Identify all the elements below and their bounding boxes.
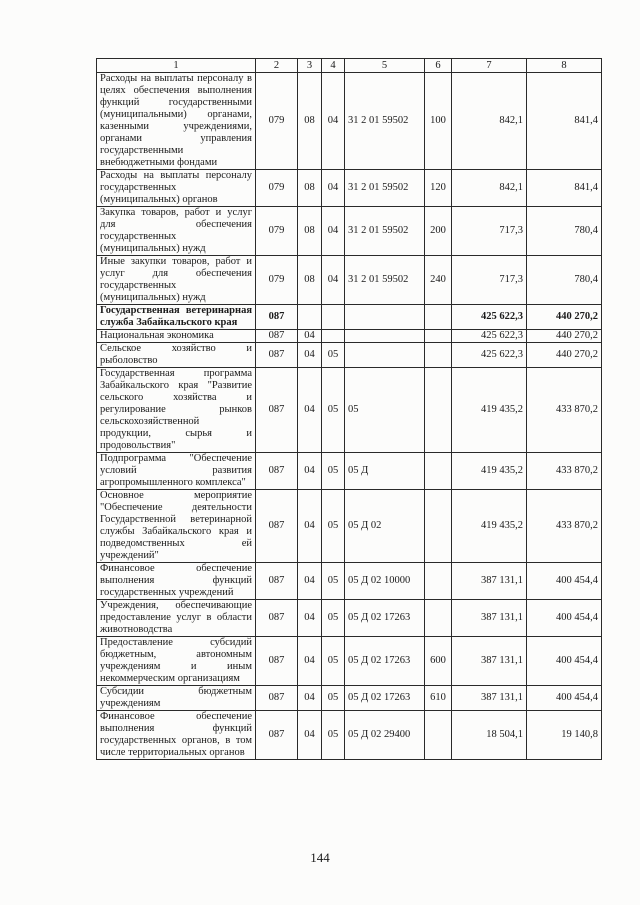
- expense-type-code: 600: [425, 637, 452, 686]
- amount-year-1: 425 622,3: [452, 330, 527, 343]
- admin-code: 087: [256, 343, 298, 368]
- subsection-code: 05: [322, 368, 345, 453]
- amount-year-2: 433 870,2: [527, 368, 602, 453]
- subsection-code: 05: [322, 563, 345, 600]
- amount-year-1: 717,3: [452, 207, 527, 256]
- target-article-code: 05 Д 02 10000: [345, 563, 425, 600]
- row-name: Сельское хозяйство и рыболовство: [97, 343, 256, 368]
- admin-code: 079: [256, 207, 298, 256]
- target-article-code: 05 Д 02 17263: [345, 600, 425, 637]
- subsection-code: 04: [322, 170, 345, 207]
- row-name: Предоставление субсидий бюджетным, автономным учреждениям и иным некоммерческим организациям: [97, 637, 256, 686]
- row-name: Национальная экономика: [97, 330, 256, 343]
- amount-year-2: 400 454,4: [527, 563, 602, 600]
- admin-code: 087: [256, 490, 298, 563]
- amount-year-1: 717,3: [452, 256, 527, 305]
- admin-code: 079: [256, 170, 298, 207]
- amount-year-2: 400 454,4: [527, 686, 602, 711]
- section-code: [298, 305, 322, 330]
- amount-year-2: 780,4: [527, 207, 602, 256]
- section-code: 08: [298, 207, 322, 256]
- amount-year-2: 440 270,2: [527, 343, 602, 368]
- section-code: 08: [298, 73, 322, 170]
- table-row: [97, 637, 602, 686]
- admin-code: 087: [256, 563, 298, 600]
- target-article-code: 31 2 01 59502: [345, 207, 425, 256]
- header-cell: 3: [298, 59, 322, 73]
- subsection-code: 04: [322, 207, 345, 256]
- amount-year-1: 419 435,2: [452, 490, 527, 563]
- expense-type-code: 120: [425, 170, 452, 207]
- amount-year-1: 387 131,1: [452, 637, 527, 686]
- row-name: Основное мероприятие "Обеспечение деятельности Государственной ветеринарной службы Забайкальского края и подведомственных ей учреждений": [97, 490, 256, 563]
- section-code: 04: [298, 711, 322, 760]
- header-cell: 7: [452, 59, 527, 73]
- amount-year-2: 841,4: [527, 170, 602, 207]
- subsection-code: [322, 305, 345, 330]
- admin-code: 087: [256, 711, 298, 760]
- amount-year-1: 387 131,1: [452, 600, 527, 637]
- section-code: 08: [298, 170, 322, 207]
- header-cell: 2: [256, 59, 298, 73]
- amount-year-2: 400 454,4: [527, 637, 602, 686]
- target-article-code: 05 Д: [345, 453, 425, 490]
- admin-code: 087: [256, 368, 298, 453]
- row-name: Государственная программа Забайкальского края "Развитие сельского хозяйства и регулирование рынков сельскохозяйственной продукции, сырья и продовольствия": [97, 368, 256, 453]
- row-name: Расходы на выплаты персоналу государственных (муниципальных) органов: [97, 170, 256, 207]
- subsection-code: 05: [322, 343, 345, 368]
- section-code: 04: [298, 453, 322, 490]
- target-article-code: 31 2 01 59502: [345, 73, 425, 170]
- table-row: [97, 170, 602, 207]
- admin-code: 087: [256, 305, 298, 330]
- expense-type-code: 100: [425, 73, 452, 170]
- expense-type-code: 610: [425, 686, 452, 711]
- table-row: [97, 453, 602, 490]
- header-cell: 5: [345, 59, 425, 73]
- amount-year-2: 440 270,2: [527, 330, 602, 343]
- page-number: 144: [310, 850, 330, 865]
- target-article-code: [345, 343, 425, 368]
- amount-year-1: 425 622,3: [452, 305, 527, 330]
- row-name: Государственная ветеринарная служба Забайкальского края: [97, 305, 256, 330]
- subsection-code: [322, 330, 345, 343]
- table-row: [97, 490, 602, 563]
- row-name: Финансовое обеспечение выполнения функций государственных учреждений: [97, 563, 256, 600]
- section-code: 04: [298, 330, 322, 343]
- amount-year-2: 780,4: [527, 256, 602, 305]
- table-row: [97, 73, 602, 170]
- section-code: 08: [298, 256, 322, 305]
- expense-type-code: [425, 563, 452, 600]
- expense-type-code: [425, 368, 452, 453]
- amount-year-2: 841,4: [527, 73, 602, 170]
- admin-code: 087: [256, 637, 298, 686]
- expense-type-code: [425, 490, 452, 563]
- table-row: [97, 368, 602, 453]
- admin-code: 079: [256, 256, 298, 305]
- amount-year-1: 419 435,2: [452, 453, 527, 490]
- subsection-code: 05: [322, 600, 345, 637]
- amount-year-1: 425 622,3: [452, 343, 527, 368]
- header-cell: 8: [527, 59, 602, 73]
- amount-year-2: 400 454,4: [527, 600, 602, 637]
- subsection-code: 04: [322, 73, 345, 170]
- budget-table: [96, 58, 602, 760]
- admin-code: 087: [256, 600, 298, 637]
- amount-year-2: 19 140,8: [527, 711, 602, 760]
- expense-type-code: 240: [425, 256, 452, 305]
- table-row: [97, 343, 602, 368]
- amount-year-1: 419 435,2: [452, 368, 527, 453]
- target-article-code: 05 Д 02 29400: [345, 711, 425, 760]
- table-row: [97, 686, 602, 711]
- header-cell: 1: [97, 59, 256, 73]
- target-article-code: 05 Д 02 17263: [345, 686, 425, 711]
- amount-year-2: 433 870,2: [527, 490, 602, 563]
- header-cell: 4: [322, 59, 345, 73]
- expense-type-code: [425, 330, 452, 343]
- row-name: Субсидии бюджетным учреждениям: [97, 686, 256, 711]
- row-name: Расходы на выплаты персоналу в целях обеспечения выполнения функций государственными (муниципальными) органами, казенными учреждениями, органами управления государственными внебюджетными фондами: [97, 73, 256, 170]
- table-row: [97, 563, 602, 600]
- table-row: [97, 256, 602, 305]
- section-code: 04: [298, 343, 322, 368]
- expense-type-code: [425, 600, 452, 637]
- row-name: Учреждения, обеспечивающие предоставление услуг в области животноводства: [97, 600, 256, 637]
- subsection-code: 05: [322, 686, 345, 711]
- table-body: [97, 73, 602, 760]
- admin-code: 087: [256, 330, 298, 343]
- row-name: Закупка товаров, работ и услуг для обеспечения государственных (муниципальных) нужд: [97, 207, 256, 256]
- subsection-code: 05: [322, 490, 345, 563]
- expense-type-code: 200: [425, 207, 452, 256]
- table-row: [97, 711, 602, 760]
- row-name: Подпрограмма "Обеспечение условий развития агропромышленного комплекса": [97, 453, 256, 490]
- amount-year-1: 842,1: [452, 73, 527, 170]
- amount-year-1: 387 131,1: [452, 686, 527, 711]
- admin-code: 087: [256, 453, 298, 490]
- row-name: Финансовое обеспечение выполнения функций государственных органов, в том числе территориальных органов: [97, 711, 256, 760]
- section-code: 04: [298, 600, 322, 637]
- expense-type-code: [425, 305, 452, 330]
- subsection-code: 04: [322, 256, 345, 305]
- target-article-code: 31 2 01 59502: [345, 256, 425, 305]
- table-row: [97, 330, 602, 343]
- amount-year-2: 440 270,2: [527, 305, 602, 330]
- table-row: [97, 600, 602, 637]
- subsection-code: 05: [322, 637, 345, 686]
- target-article-code: 31 2 01 59502: [345, 170, 425, 207]
- row-name: Иные закупки товаров, работ и услуг для обеспечения государственных (муниципальных) нужд: [97, 256, 256, 305]
- target-article-code: [345, 330, 425, 343]
- admin-code: 079: [256, 73, 298, 170]
- target-article-code: [345, 305, 425, 330]
- subsection-code: 05: [322, 453, 345, 490]
- section-code: 04: [298, 637, 322, 686]
- table-row: [97, 305, 602, 330]
- amount-year-1: 842,1: [452, 170, 527, 207]
- amount-year-1: 18 504,1: [452, 711, 527, 760]
- target-article-code: 05 Д 02: [345, 490, 425, 563]
- expense-type-code: [425, 343, 452, 368]
- table-row: [97, 207, 602, 256]
- subsection-code: 05: [322, 711, 345, 760]
- section-code: 04: [298, 686, 322, 711]
- header-row: [97, 59, 602, 73]
- header-cell: 6: [425, 59, 452, 73]
- expense-type-code: [425, 711, 452, 760]
- target-article-code: 05: [345, 368, 425, 453]
- section-code: 04: [298, 368, 322, 453]
- target-article-code: 05 Д 02 17263: [345, 637, 425, 686]
- amount-year-2: 433 870,2: [527, 453, 602, 490]
- amount-year-1: 387 131,1: [452, 563, 527, 600]
- section-code: 04: [298, 490, 322, 563]
- expense-type-code: [425, 453, 452, 490]
- admin-code: 087: [256, 686, 298, 711]
- section-code: 04: [298, 563, 322, 600]
